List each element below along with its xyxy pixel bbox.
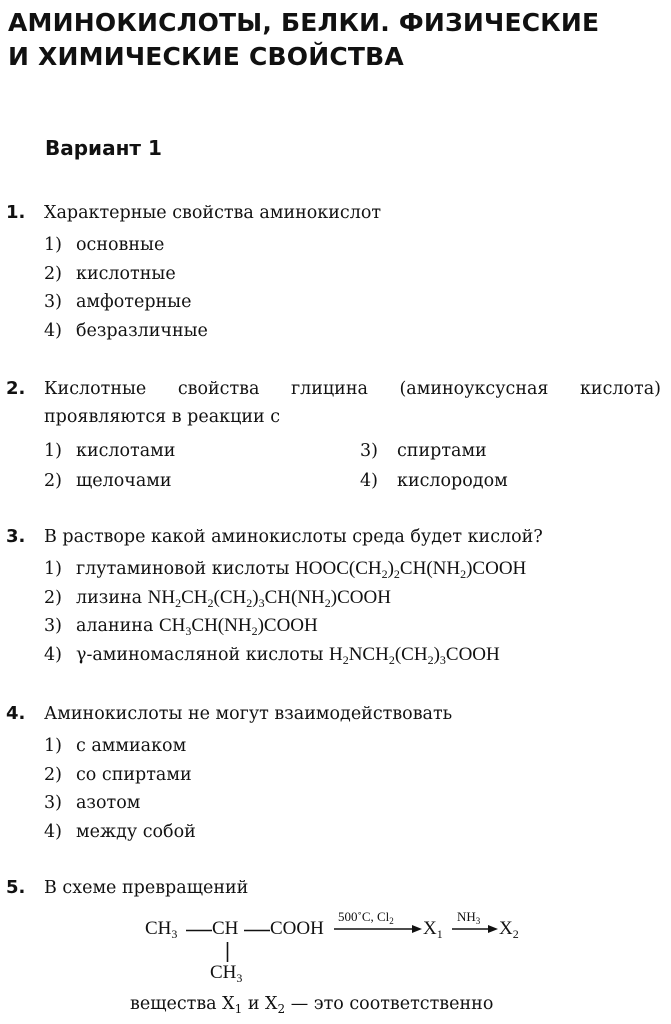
answer-option[interactable]: [6, 555, 661, 584]
chemical-formula: $CH_3CH(NH_2)COOH$: [159, 615, 318, 638]
product-x2: $X_2$: [499, 918, 519, 941]
question-text-line-1: Кислотные свойства глицина (аминоуксусная кислота): [44, 379, 661, 399]
chemical-formula: $HOOC(CH_2)_2CH(NH_2)COOH$: [295, 558, 527, 581]
chemical-formula: $NH_2CH_2(CH_2)_3CH(NH_2)COOH$: [147, 586, 391, 610]
amino-acid-name: аланина: [76, 616, 154, 636]
ch3-group: $CH_3$: [145, 918, 178, 941]
transformation-scheme: [0, 905, 671, 985]
option-number: 2): [44, 587, 62, 608]
question-3: [6, 523, 661, 669]
question-text: В схеме превращений: [44, 878, 249, 898]
option-number: 4): [44, 644, 62, 665]
amino-acid-name: γ-аминомасляной кислоты: [76, 644, 324, 665]
amino-acid-name: глутаминовой кислоты: [76, 559, 290, 579]
bond-line: [186, 929, 212, 933]
reaction-arrow-2: [452, 924, 498, 934]
answer-option[interactable]: [6, 584, 661, 613]
arrow-2-label: $NH_3$: [457, 909, 481, 926]
cooh-group: COOH: [270, 918, 324, 939]
option-text: со спиртами: [76, 764, 192, 785]
answer-option[interactable]: [6, 317, 661, 346]
option-text: щелочами: [76, 471, 172, 491]
answer-option[interactable]: [6, 761, 661, 790]
question-2: [6, 375, 661, 496]
option-number: 2): [44, 471, 62, 491]
question-text-line-2: проявляются в реакции с: [44, 407, 281, 427]
arrow-1-label: 500˚C, $Cl_2$: [338, 909, 394, 926]
answer-option[interactable]: [6, 288, 661, 317]
question-5: [6, 874, 661, 902]
option-text: кислотные: [76, 263, 176, 284]
option-number: 2): [44, 263, 62, 284]
option-number: 3): [44, 292, 62, 312]
option-number: 1): [44, 441, 62, 461]
answer-option[interactable]: [6, 612, 661, 641]
question-text: В растворе какой аминокислоты среда будет кислой?: [44, 527, 543, 547]
reaction-arrow-1: [334, 924, 422, 934]
option-number: 3): [360, 441, 378, 461]
answer-option[interactable]: [6, 732, 661, 761]
page-title-line-1: АМИНОКИСЛОТЫ, БЕЛКИ. ФИЗИЧЕСКИЕ: [8, 8, 600, 37]
option-number: 4): [44, 821, 62, 842]
question-1: [6, 199, 661, 345]
option-text: амфотерные: [76, 292, 192, 312]
question-5-continuation: вещества $X_1$ и $X_2$ — это соответственно: [130, 994, 494, 1016]
option-number: 3): [44, 616, 62, 636]
option-text: азотом: [76, 793, 141, 813]
option-number: 1): [44, 235, 62, 255]
answer-option[interactable]: [6, 231, 661, 260]
option-text: между собой: [76, 821, 196, 842]
amino-acid-name: лизина: [76, 587, 143, 608]
question-text: Аминокислоты не могут взаимодействовать: [44, 704, 453, 724]
answer-option[interactable]: [6, 260, 661, 289]
option-text: кислотами: [76, 441, 176, 461]
option-text: безразличные: [76, 320, 208, 341]
option-number: 4): [360, 471, 378, 491]
option-text: с аммиаком: [76, 736, 187, 756]
option-number: 1): [44, 559, 62, 579]
option-text: спиртами: [397, 441, 487, 461]
question-number: 3.: [6, 526, 26, 547]
product-x1: $X_1$: [423, 918, 443, 941]
answer-option[interactable]: [6, 818, 661, 847]
question-number: 5.: [6, 877, 26, 898]
question-text: Характерные свойства аминокислот: [44, 203, 382, 223]
page-title: [8, 6, 648, 74]
page-title-line-2: И ХИМИЧЕСКИЕ СВОЙСТВА: [8, 42, 404, 71]
chemical-formula: $H_2NCH_2(CH_2)_3COOH$: [328, 643, 500, 667]
question-number: 1.: [6, 202, 26, 223]
option-number: 4): [44, 320, 62, 341]
bond-line: [244, 929, 270, 933]
ch-group: CH: [212, 918, 239, 939]
answer-option[interactable]: [6, 641, 661, 670]
question-4: [6, 700, 661, 846]
question-number: 2.: [6, 378, 26, 399]
option-number: 3): [44, 793, 62, 813]
option-number: 2): [44, 764, 62, 785]
option-number: 1): [44, 736, 62, 756]
branch-ch3-group: $CH_3$: [210, 962, 243, 985]
bond-line-vertical: [226, 942, 230, 962]
option-text: основные: [76, 235, 165, 255]
variant-heading: Вариант 1: [45, 136, 162, 160]
option-text: кислородом: [397, 471, 508, 491]
answer-option[interactable]: [6, 789, 661, 818]
question-number: 4.: [6, 703, 26, 724]
